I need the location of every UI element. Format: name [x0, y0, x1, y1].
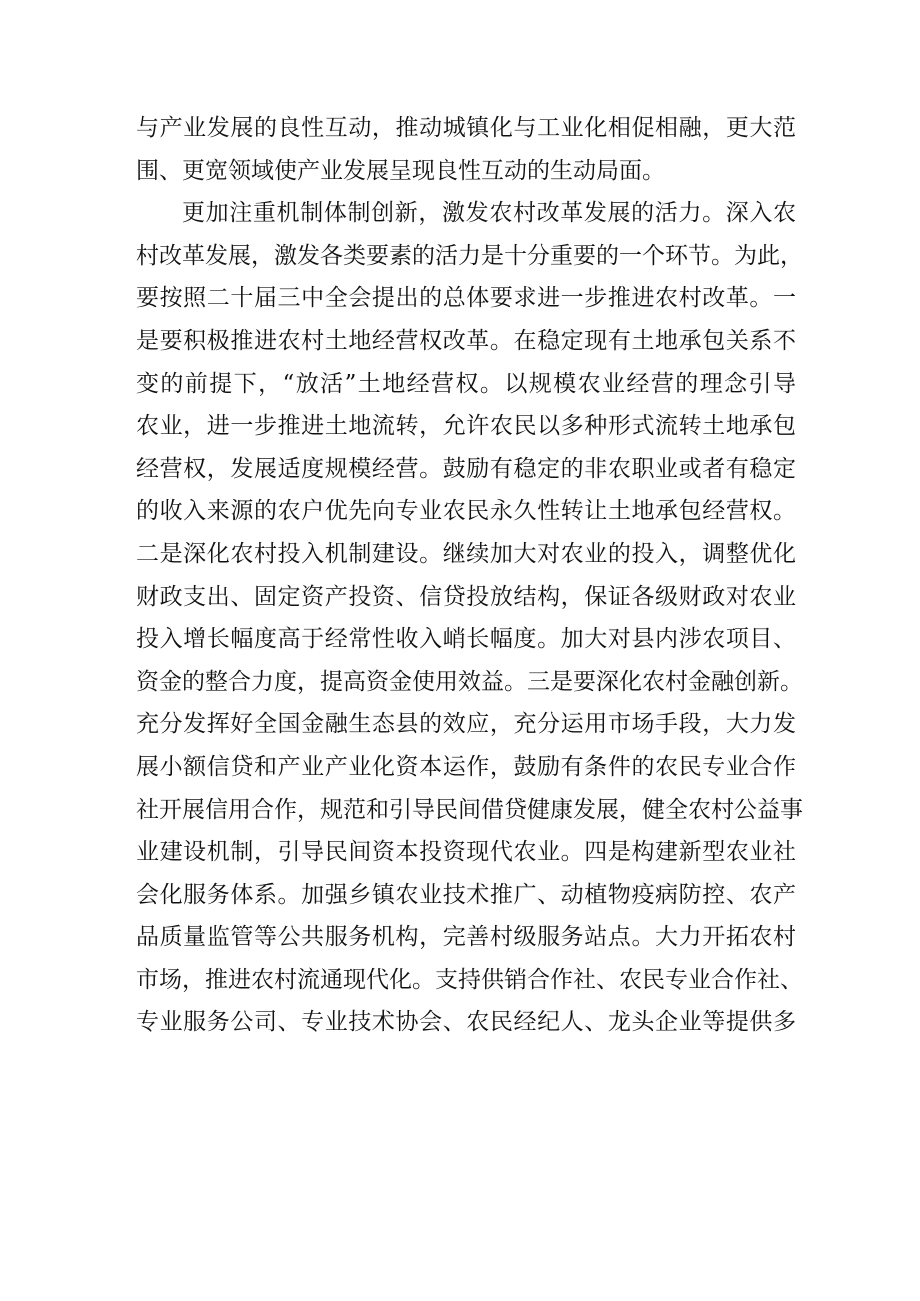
text-line: 市场，推进农村流通现代化。支持供销合作社、农民专业合作社、 [136, 966, 803, 993]
text-line: 农业，进一步推进土地流转，允许农民以多种形式流转土地承包 [136, 413, 796, 440]
text-line: 二是深化农村投入机制建设。继续加大对农业的投入，调整优化 [136, 540, 796, 567]
text-line: 变的前提下，“放活”土地经营权。以规模农业经营的理念引导 [136, 370, 796, 397]
text-line: 展小额信贷和产业产业化资本运作，鼓励有条件的农民专业合作 [136, 753, 796, 780]
text-line: 专业服务公司、专业技术协会、农民经纪人、龙头企业等提供多 [136, 1009, 796, 1036]
text-line: 社开展信用合作，规范和引导民间借贷健康发展，健全农村公益事 [136, 796, 803, 823]
text-line: 围、更宽领域使产业发展呈现良性互动的生动局面。 [136, 157, 665, 184]
text-line: 村改革发展，激发各类要素的活力是十分重要的一个环节。为此， [136, 242, 803, 269]
text-line: 的收入来源的农户优先向专业农民永久性转让土地承包经营权。 [136, 498, 796, 525]
text-line: 财政支出、固定资产投资、信贷投放结构，保证各级财政对农业 [136, 583, 796, 610]
text-line: 投入增长幅度高于经常性收入峭长幅度。加大对县内涉农项目、 [136, 626, 796, 653]
text-line: 业建设机制，引导民间资本投资现代农业。四是构建新型农业社 [136, 839, 796, 866]
text-line: 品质量监管等公共服务机构，完善村级服务站点。大力开拓农村 [136, 924, 796, 951]
paragraph-first-line: 更加注重机制体制创新，激发农村改革发展的活力。深入农 [182, 200, 796, 227]
text-line: 要按照二十届三中全会提出的总体要求进一步推进农村改革。一 [136, 285, 796, 312]
text-line: 是要积极推进农村土地经营权改革。在稳定现有土地承包关系不 [136, 327, 796, 354]
body-text [136, 107, 803, 1044]
text-line: 资金的整合力度，提高资金使用效益。三是要深化农村金融创新。 [136, 668, 803, 695]
text-line: 经营权，发展适度规模经营。鼓励有稳定的非农职业或者有稳定 [136, 455, 796, 482]
text-line: 与产业发展的良性互动，推动城镇化与工业化相促相融，更大范 [136, 115, 796, 141]
text-line: 会化服务体系。加强乡镇农业技术推广、动植物疫病防控、农产 [136, 881, 796, 908]
text-line: 充分发挥好全国金融生态县的效应，充分运用市场手段，大力发 [136, 711, 796, 738]
